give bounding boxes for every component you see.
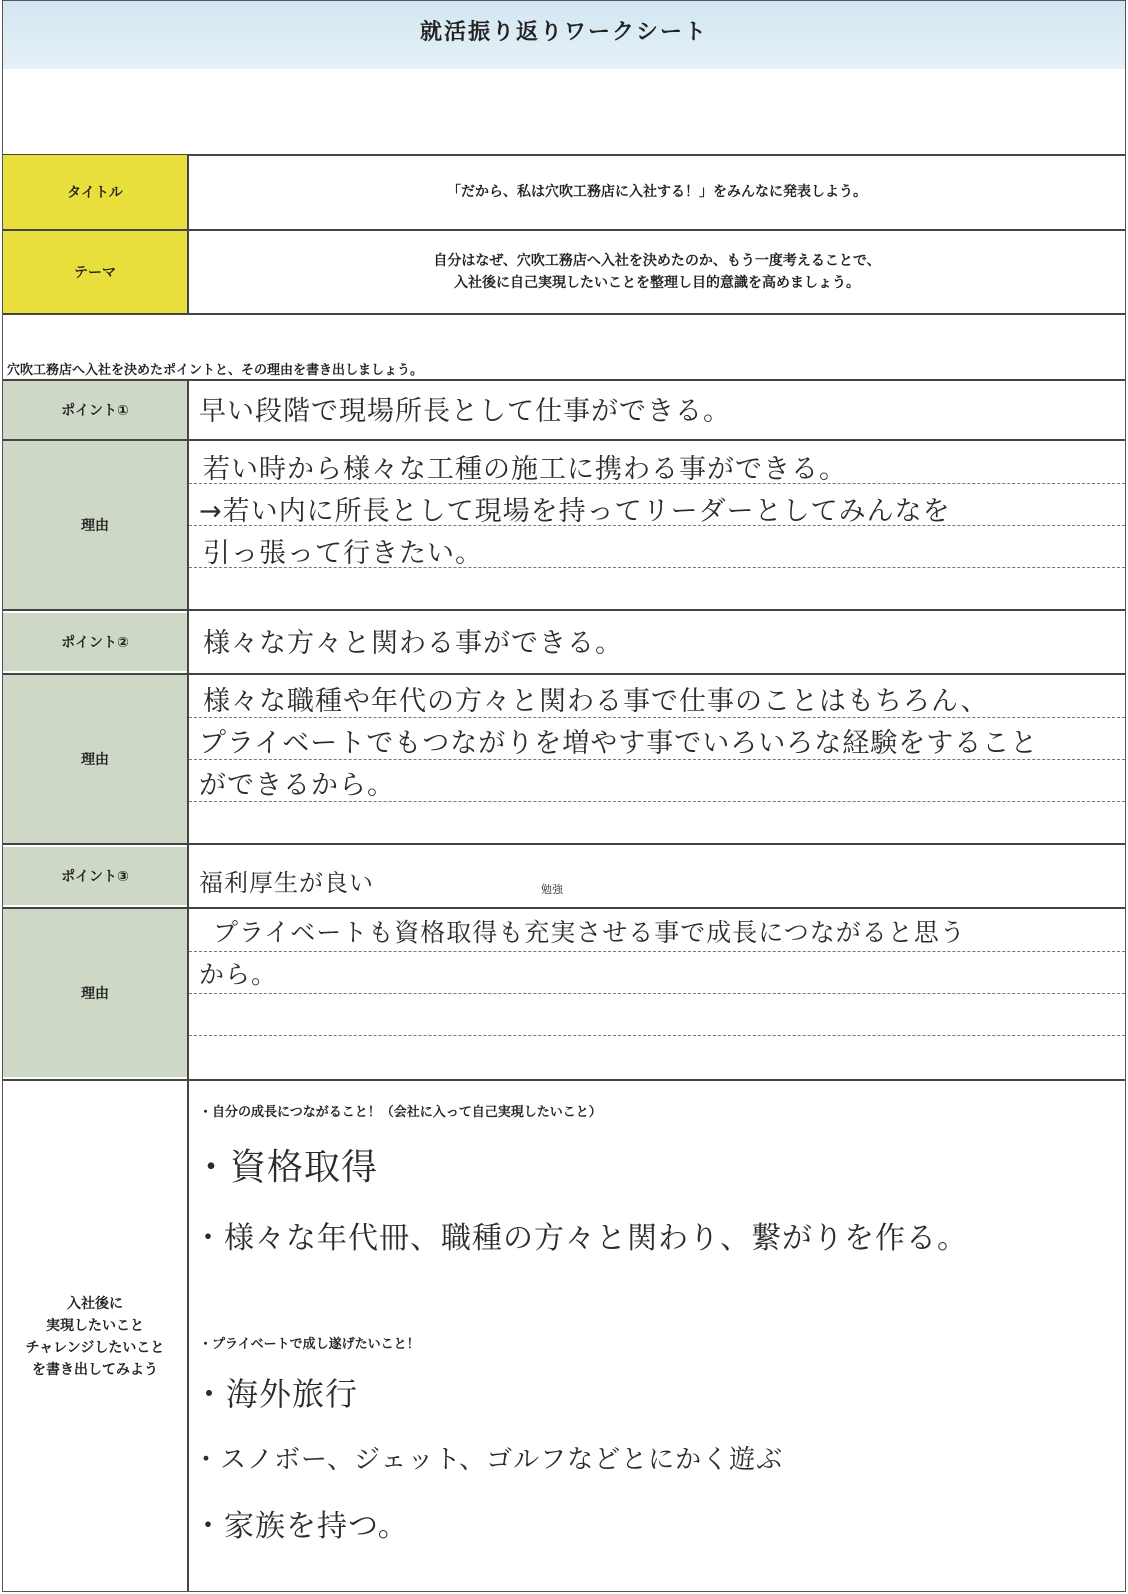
- private-heading: ・プライベートで成し遂げたいこと！: [199, 1337, 420, 1352]
- title-row-label: タイトル: [3, 155, 187, 229]
- reason-2-line-1: 様々な職種や年代の方々と関わる事で仕事のことはもちろん、: [203, 686, 989, 717]
- private-item-3: ・家族を持つ。: [193, 1509, 409, 1544]
- point-2-text: 様々な方々と関わる事ができる。: [203, 628, 623, 659]
- reason-3-line-1: プライベートも資格取得も充実させる事で成長につながると思う: [213, 918, 966, 947]
- reason-3-line-2: から。: [199, 960, 278, 989]
- after-joining-label: 入社後に 実現したいこと チャレンジしたいこと を書き出してみよう: [25, 1296, 165, 1378]
- point-1-label: ポイント①: [3, 381, 187, 439]
- reason-2-line-3: ができるから。: [199, 770, 395, 801]
- reason-1-line-3: 引っ張って行きたい。: [203, 538, 483, 569]
- worksheet: [2, 0, 1126, 1592]
- point-3-text: 福利厚生が良い: [199, 869, 374, 897]
- sheet-title: 就活振り返りワークシート: [419, 20, 708, 45]
- ruled-line: [189, 1035, 1125, 1036]
- reason-3-label: 理由: [3, 909, 187, 1077]
- reason-3-annotation: 勉強: [541, 883, 563, 896]
- growth-item-2: ・様々な年代冊、職種の方々と関わり、繋がりを作る。: [193, 1221, 968, 1256]
- title-row-text: 「だから、私は穴吹工務店に入社する！」をみんなに発表しよう。: [447, 184, 867, 200]
- point-2-label: ポイント②: [3, 613, 187, 671]
- ruled-line: [189, 951, 1125, 952]
- reason-2-line-2: プライベートでもつながりを増やす事でいろいろな経験をすること: [199, 728, 1039, 759]
- growth-heading: ・自分の成長につながること！（会社に入って自己実現したいこと）: [199, 1105, 602, 1120]
- divider: [3, 843, 1125, 845]
- private-item-2: ・スノボー、ジェット、ゴルフなどとにかく遊ぶ: [193, 1445, 784, 1475]
- instruction-text: 穴吹工務店へ入社を決めたポイントと、その理由を書き出しましょう。: [7, 363, 424, 378]
- reason-2-label: 理由: [3, 675, 187, 843]
- point-1-text: 早い段階で現場所長として仕事ができる。: [199, 396, 731, 427]
- divider: [3, 313, 1125, 315]
- divider: [3, 609, 1125, 611]
- point-3-label: ポイント③: [3, 847, 187, 905]
- reason-1-label: 理由: [3, 441, 187, 609]
- reason-1-line-2: →若い内に所長として現場を持ってリーダーとしてみんなを: [199, 496, 951, 527]
- divider: [187, 379, 189, 1592]
- private-item-1: ・海外旅行: [193, 1375, 359, 1413]
- divider: [187, 154, 189, 315]
- header-band: [3, 1, 1125, 69]
- theme-row-text: 自分はなぜ、穴吹工務店へ入社を決めたのか、もう一度考えることで、 入社後に自己実現したいことを整理し目的意識を高めましょう。: [433, 253, 881, 291]
- ruled-line: [189, 993, 1125, 994]
- growth-item-1: ・資格取得: [193, 1147, 379, 1188]
- reason-1-line-1: 若い時から様々な工種の施工に携わる事ができる。: [203, 454, 847, 485]
- theme-row-label: テーマ: [3, 231, 187, 313]
